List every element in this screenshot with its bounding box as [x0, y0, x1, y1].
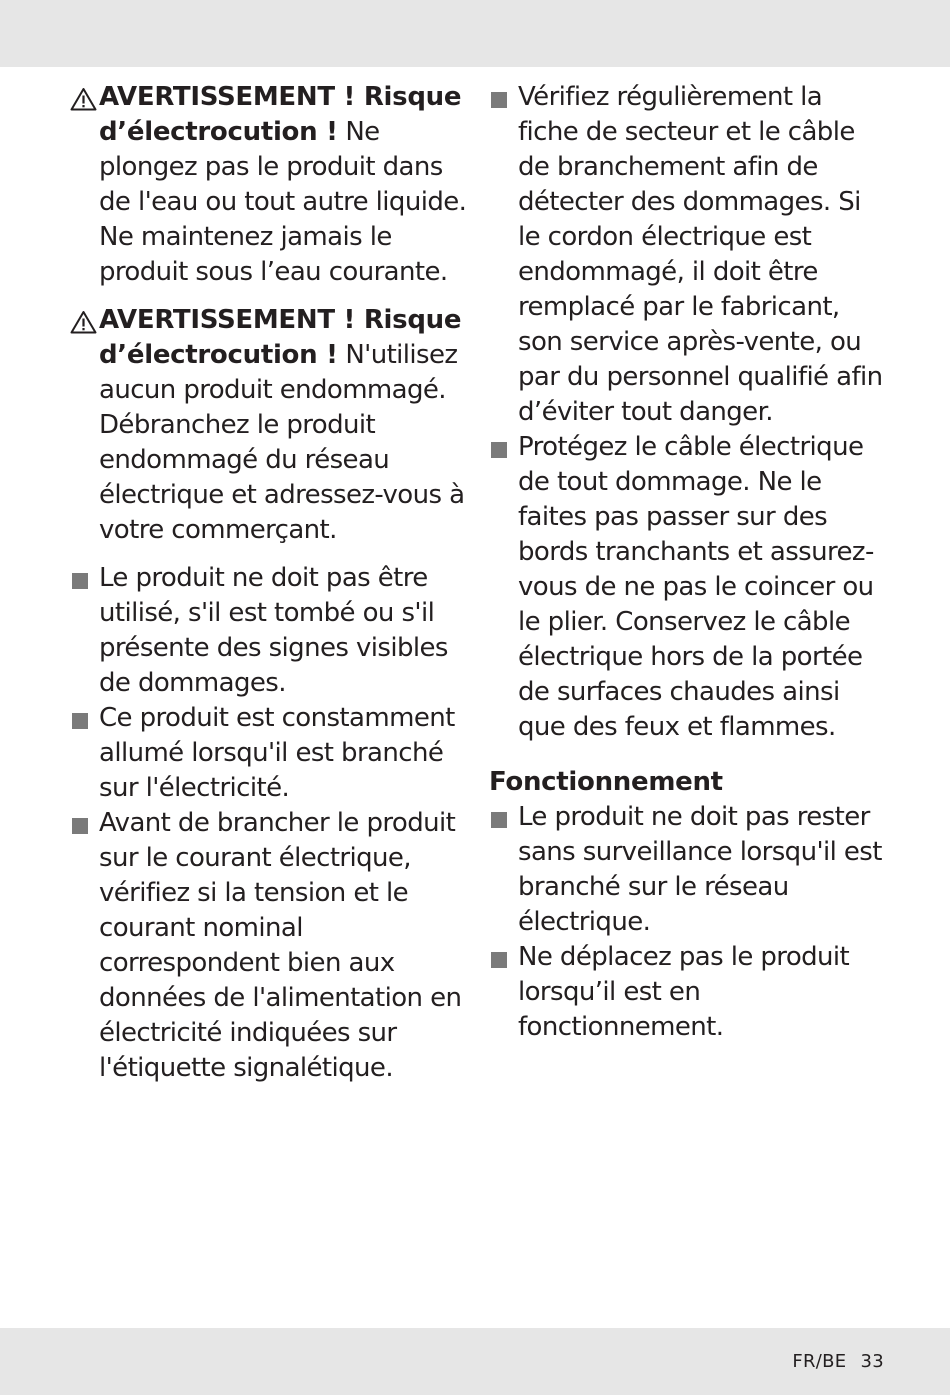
warning-text: N'utilisez aucun produit endommagé. Débranchez le produit endommagé du réseau électrique et adressez-vous à votre commerçant. — [99, 340, 465, 545]
page-number: 33 — [860, 1351, 884, 1372]
square-bullet-icon — [491, 812, 507, 828]
warning-text: Ne plongez pas le produit dans de l'eau ou tout autre liquide. Ne maintenez jamais le produit sous l’eau courante. — [99, 117, 467, 287]
locale-code: FR/BE — [792, 1351, 847, 1372]
square-bullet-icon — [72, 818, 88, 834]
warning-triangle-icon — [70, 310, 97, 334]
list-item-text: Le produit ne doit pas être utilisé, s'il est tombé ou s'il présente des signes visibles de dommages. — [99, 563, 448, 698]
list-item — [70, 806, 470, 1086]
square-bullet-icon — [491, 442, 507, 458]
square-bullet-icon — [72, 573, 88, 589]
square-bullet-icon — [491, 92, 507, 108]
list-item-text: Ce produit est constamment allumé lorsqu'il est branché sur l'électricité. — [99, 703, 455, 803]
list-item — [489, 430, 889, 745]
warning-label: AVERTISSEMENT ! Risque d’électrocution ! — [99, 82, 462, 147]
square-bullet-icon — [491, 952, 507, 968]
warning-triangle-icon — [70, 87, 97, 111]
list-item-text: Avant de brancher le produit sur le courant électrique, vérifiez si la tension et le courant nominal correspondent bien aux données de l'alimentation en électricité indiquées sur l'étiquette signalétique. — [99, 808, 462, 1083]
warning-label: AVERTISSEMENT ! Risque d’électrocution ! — [99, 305, 462, 370]
list-item-text: Ne déplacez pas le produit lorsqu’il est en fonctionnement. — [518, 942, 850, 1042]
list-item — [70, 701, 470, 806]
list-item-text: Le produit ne doit pas rester sans surveillance lorsqu'il est branché sur le réseau électrique. — [518, 802, 882, 937]
list-item — [489, 80, 889, 430]
header-band — [0, 0, 950, 67]
list-item-text: Protégez le câble électrique de tout dommage. Ne le faites pas passer sur des bords tranchants et assurez-vous de ne pas le coincer ou le plier. Conservez le câble électrique hors de la portée de surfaces chaudes ainsi que des feux et flammes. — [518, 432, 874, 742]
list-item — [70, 561, 470, 701]
warning-block-damaged — [70, 303, 470, 548]
list-item — [489, 940, 889, 1045]
warning-block-immersion — [70, 80, 470, 290]
list-item — [489, 800, 889, 940]
page-footer — [792, 1351, 884, 1372]
list-item-text: Vérifiez régulièrement la fiche de secteur et le câble de branchement afin de détecter des dommages. Si le cordon électrique est endommagé, il doit être remplacé par le fabricant, son service après-vente, ou par du personnel qualifié afin d’éviter tout danger. — [518, 82, 883, 427]
square-bullet-icon — [72, 713, 88, 729]
right-column — [489, 80, 889, 1045]
left-column — [70, 80, 470, 1086]
section-heading: Fonctionnement — [489, 767, 723, 797]
